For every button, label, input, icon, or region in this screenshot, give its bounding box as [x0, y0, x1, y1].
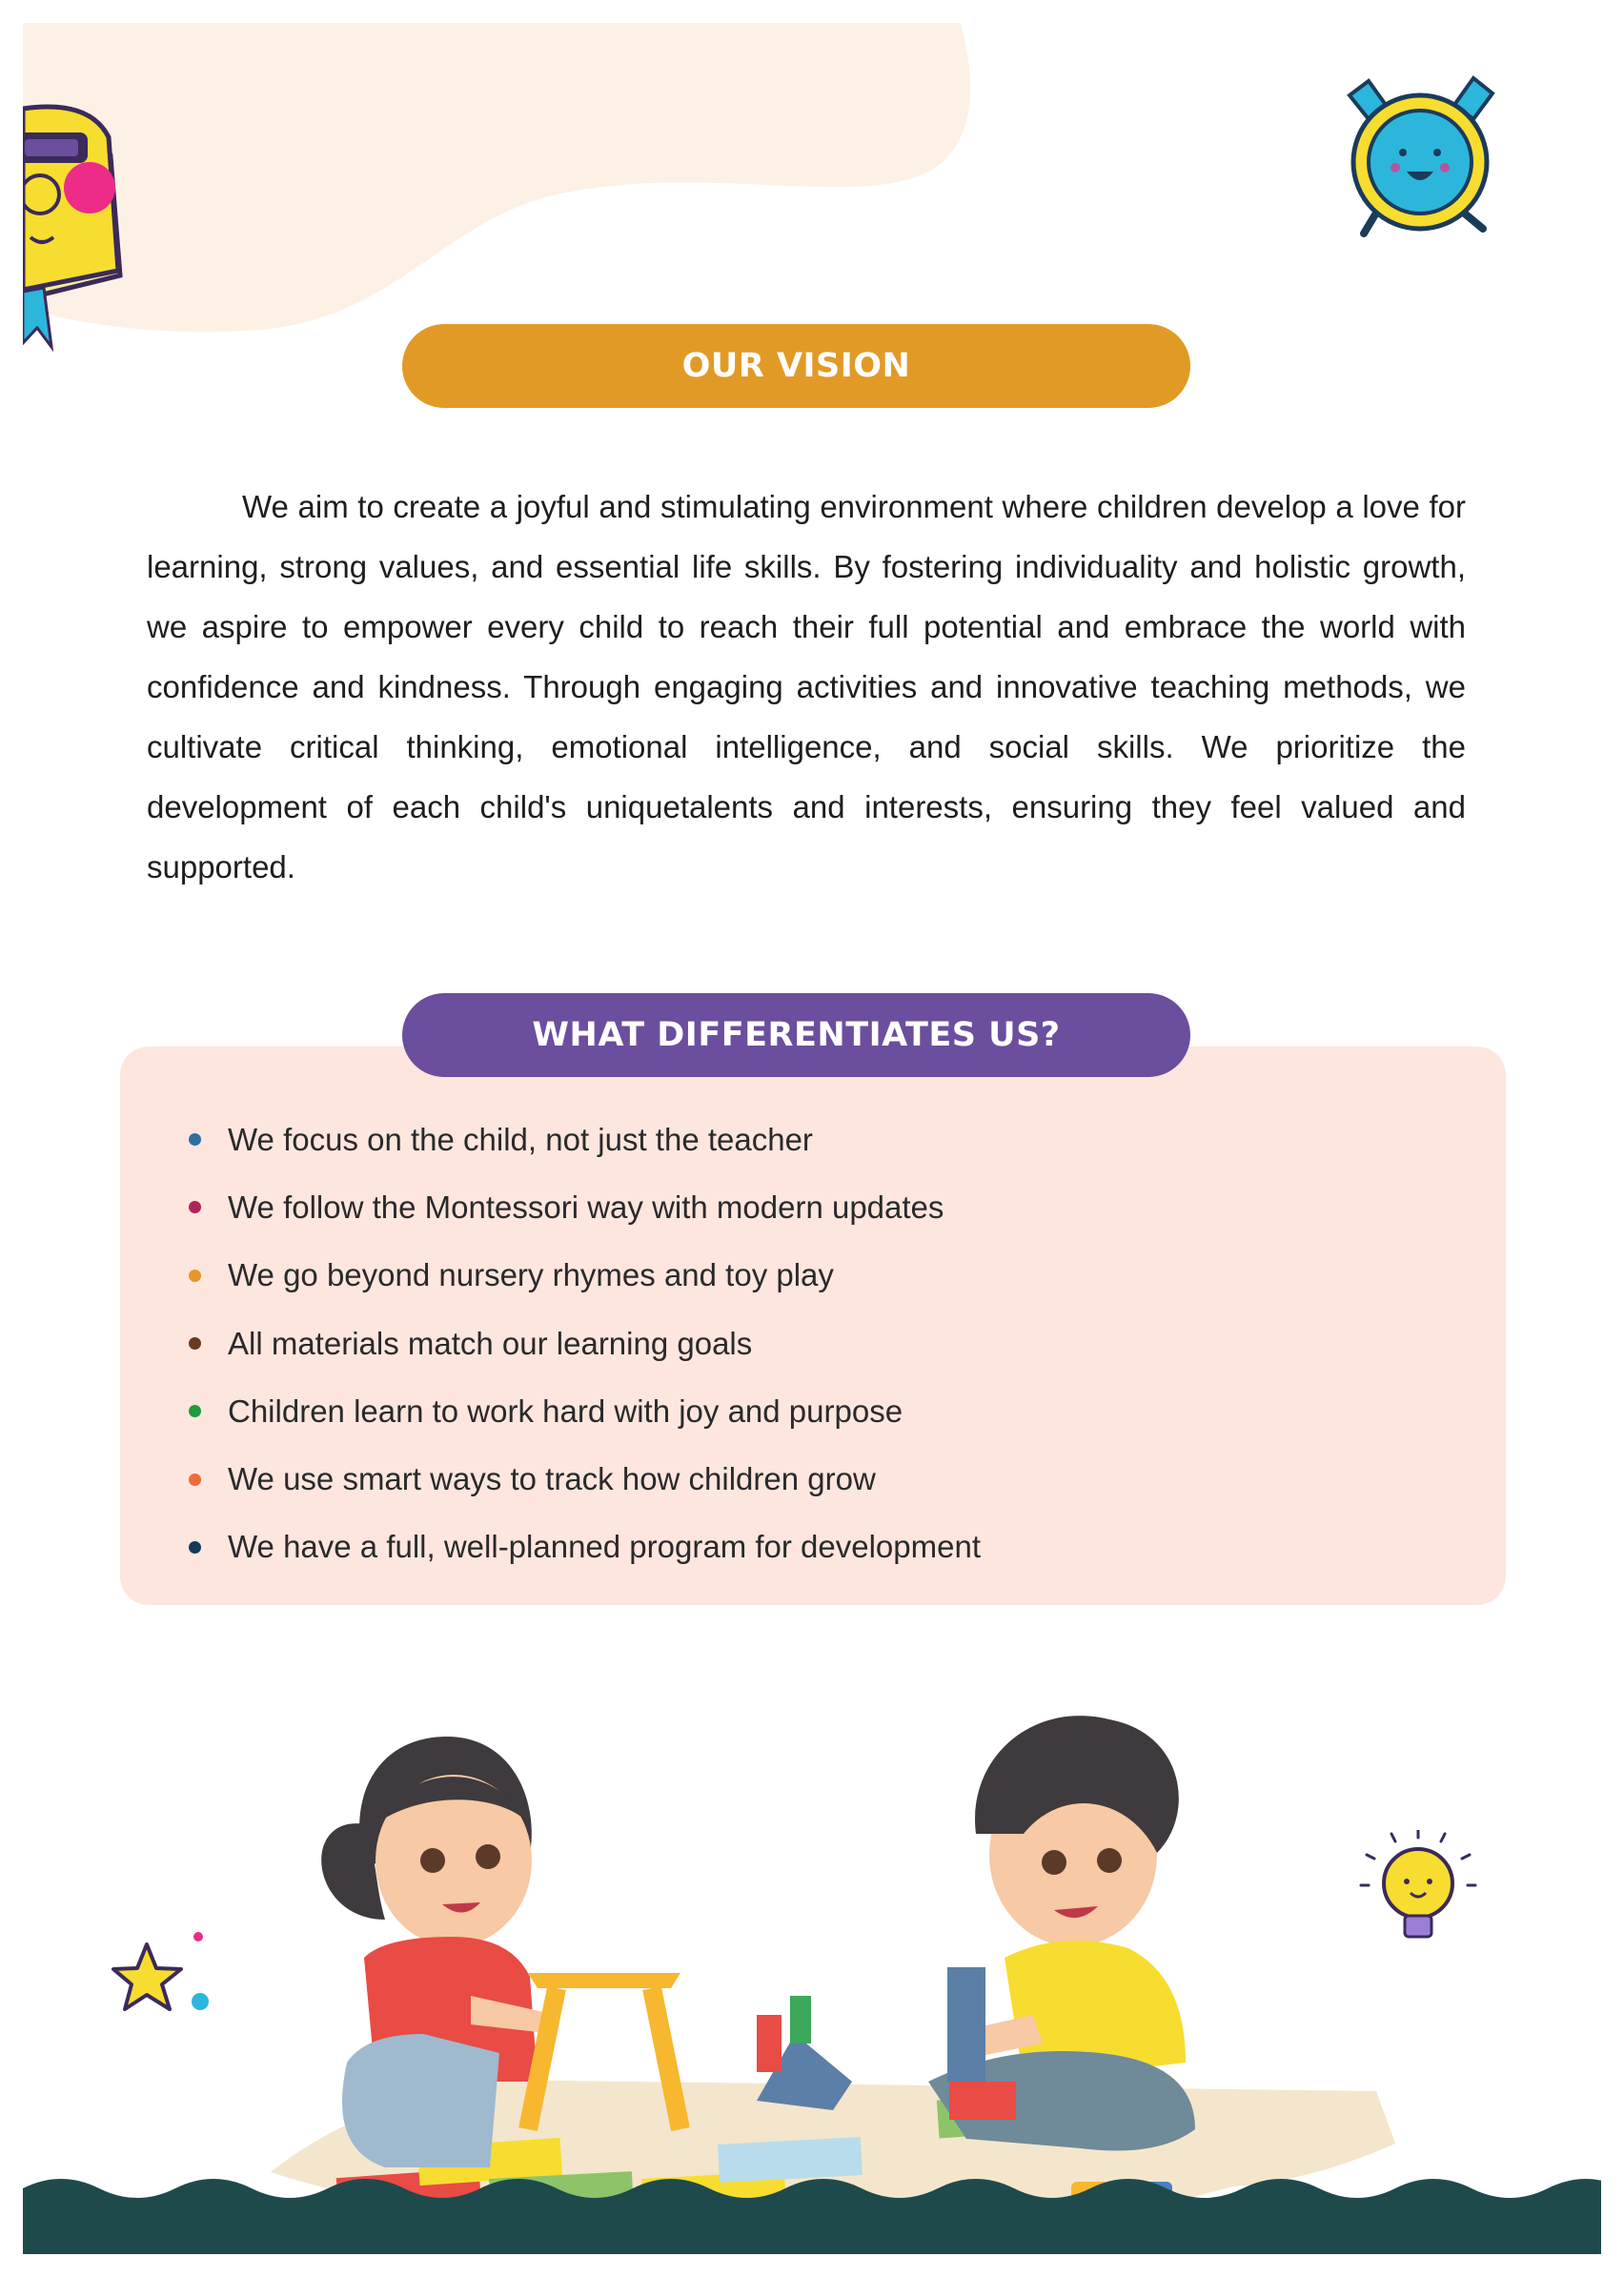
star-icon: [111, 1925, 244, 2040]
bullet-dot: [189, 1474, 201, 1486]
list-item-text: We have a full, well-planned program for development: [228, 1529, 981, 1565]
list-item-text: We follow the Montessori way with modern updates: [228, 1189, 944, 1225]
bullet-dot: [189, 1133, 201, 1146]
list-item-text: We use smart ways to track how children grow: [228, 1461, 876, 1497]
list-item: [189, 1377, 981, 1445]
list-item-text: All materials match our learning goals: [228, 1325, 753, 1361]
bullet-dot: [189, 1405, 201, 1417]
bottom-wave: [23, 2169, 1601, 2254]
list-item-text: Children learn to work hard with joy and purpose: [228, 1393, 903, 1429]
alarm-clock-icon: [1340, 67, 1508, 238]
bullet-dot: [189, 1337, 201, 1350]
list-item: [189, 1173, 981, 1241]
bullet-dot: [189, 1270, 201, 1282]
differentiates-heading: WHAT DIFFERENTIATES US?: [402, 993, 1190, 1077]
page: [23, 23, 1601, 2254]
differentiators-list: [189, 1106, 981, 1581]
list-item: [189, 1242, 981, 1310]
bullet-dot: [189, 1201, 201, 1213]
children-playing-illustration: [242, 1634, 1424, 2253]
our-vision-heading: OUR VISION: [402, 324, 1190, 408]
decorative-blob: [23, 23, 976, 337]
list-item: [189, 1514, 981, 1581]
vision-paragraph: We aim to create a joyful and stimulating environment where children develop a love for learning, strong values, and essential life skills. By fostering individuality and holistic growth, we aspire to empower every child to reach their full potential and embrace the world with confidence and kindness. Through engaging activities and innovative teaching methods, we cultivate critical thinking, emotional intelligence, and social skills. We prioritize the development of each child's uniquetalents and interests, ensuring they feel valued and supported.: [147, 489, 1466, 884]
list-item: [189, 1106, 981, 1173]
list-item-text: We focus on the child, not just the teacher: [228, 1121, 813, 1157]
bullet-dot: [189, 1541, 201, 1554]
list-item-text: We go beyond nursery rhymes and toy play: [228, 1257, 834, 1293]
list-item: [189, 1445, 981, 1513]
list-item: [189, 1310, 981, 1377]
book-icon: [23, 71, 147, 356]
